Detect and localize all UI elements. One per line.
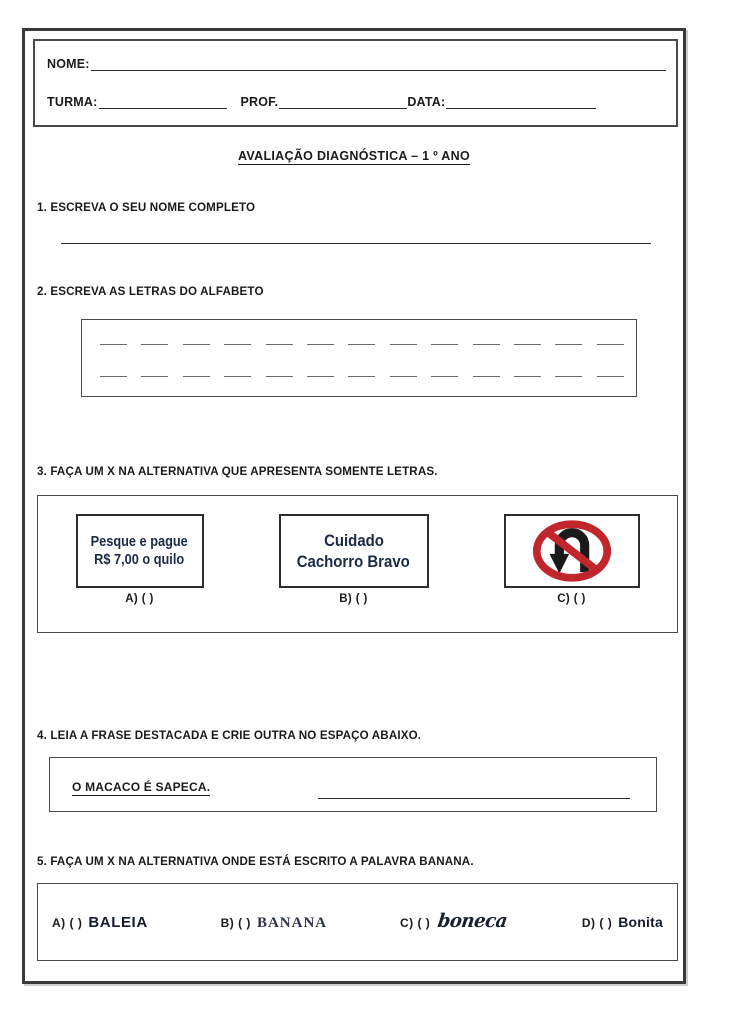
option-b-checkbox-label[interactable]: B) ( ) (339, 593, 368, 605)
alphabet-dash[interactable] (266, 344, 293, 345)
alphabet-dash[interactable] (307, 344, 334, 345)
question-2-alphabet-box[interactable] (81, 319, 637, 397)
alphabet-dash[interactable] (473, 344, 500, 345)
question-1-answer-line[interactable] (61, 243, 651, 244)
alphabet-dash[interactable] (597, 376, 624, 377)
prof-input-line[interactable] (279, 95, 407, 109)
question-3-option-b[interactable] (279, 514, 429, 605)
question-5-options-box (37, 883, 678, 961)
question-4-highlighted-phrase: O MACACO É SAPECA. (72, 780, 211, 794)
turma-prof-data-row (47, 95, 666, 109)
question-5-option-c[interactable] (400, 910, 509, 932)
sign-line-1: Cuidado (323, 530, 384, 550)
question-3-options-box (37, 495, 678, 633)
sign-plate-fish-price (76, 514, 204, 588)
alphabet-dash-row-1 (100, 344, 624, 345)
question-5-option-row (52, 910, 663, 932)
turma-input-line[interactable] (99, 95, 227, 109)
page-title (25, 149, 683, 163)
alphabet-dash[interactable] (224, 376, 251, 377)
option-a-word: BALEIA (88, 914, 148, 931)
option-c-checkbox-label[interactable]: C) ( ) (399, 916, 431, 930)
option-a-checkbox-label[interactable]: A) ( ) (125, 593, 154, 605)
question-5-option-a[interactable] (52, 914, 148, 931)
alphabet-dash[interactable] (431, 376, 458, 377)
alphabet-dash[interactable] (514, 344, 541, 345)
data-label: DATA: (407, 95, 446, 109)
alphabet-dash[interactable] (266, 376, 293, 377)
prof-label: PROF. (240, 95, 279, 109)
page-title-text: AVALIAÇÃO DIAGNÓSTICA – 1 º ANO (238, 149, 470, 163)
no-u-turn-icon (529, 520, 615, 582)
question-1-prompt: 1. ESCREVA O SEU NOME COMPLETO (37, 201, 256, 214)
alphabet-dash[interactable] (473, 376, 500, 377)
sign-plate-beware-dog (279, 514, 429, 588)
question-2-prompt: 2. ESCREVA AS LETRAS DO ALFABETO (37, 285, 264, 298)
alphabet-dash[interactable] (348, 376, 375, 377)
alphabet-dash-row-2 (100, 376, 624, 377)
option-b-checkbox-label[interactable]: B) ( ) (220, 916, 251, 930)
alphabet-dash[interactable] (183, 376, 210, 377)
question-4-prompt: 4. LEIA A FRASE DESTACADA E CRIE OUTRA NO ESPAÇO ABAIXO. (37, 729, 422, 742)
question-4-box (49, 757, 657, 812)
option-d-word: Bonita (618, 914, 663, 930)
alphabet-dash[interactable] (390, 344, 417, 345)
alphabet-dash[interactable] (514, 376, 541, 377)
alphabet-dash[interactable] (431, 344, 458, 345)
alphabet-dash[interactable] (307, 376, 334, 377)
question-3-option-row (38, 514, 677, 605)
sign-line-2: Cachorro Bravo (296, 552, 411, 571)
option-a-checkbox-label[interactable]: A) ( ) (52, 916, 83, 930)
alphabet-dash[interactable] (141, 344, 168, 345)
alphabet-dash[interactable] (183, 344, 210, 345)
option-c-checkbox-label[interactable]: C) ( ) (557, 593, 586, 605)
alphabet-dash[interactable] (555, 376, 582, 377)
worksheet-content (25, 31, 683, 981)
turma-label: TURMA: (47, 95, 98, 109)
option-b-word: BANANA (256, 915, 328, 931)
question-5-prompt: 5. FAÇA UM X NA ALTERNATIVA ONDE ESTÁ ESCRITO A PALAVRA BANANA. (37, 855, 474, 868)
alphabet-dash[interactable] (100, 344, 127, 345)
question-3-prompt: 3. FAÇA UM X NA ALTERNATIVA QUE APRESENTA SOMENTE LETRAS. (37, 465, 438, 478)
data-input-line[interactable] (446, 95, 596, 109)
alphabet-dash[interactable] (224, 344, 251, 345)
alphabet-dash[interactable] (555, 344, 582, 345)
sign-line-1: Pesque e pague (90, 533, 189, 550)
question-3-option-c[interactable] (504, 514, 640, 605)
nome-label: NOME: (47, 57, 90, 71)
question-5-option-b[interactable] (221, 915, 328, 932)
alphabet-dash[interactable] (100, 376, 127, 377)
alphabet-dash[interactable] (141, 376, 168, 377)
question-3-option-a[interactable] (76, 514, 204, 605)
question-4-answer-line[interactable] (318, 798, 630, 799)
nome-input-line[interactable] (91, 57, 666, 71)
option-c-word: boneca (436, 910, 509, 932)
option-d-checkbox-label[interactable]: D) ( ) (581, 916, 613, 930)
alphabet-dash[interactable] (390, 376, 417, 377)
nome-row (47, 57, 666, 71)
alphabet-dash[interactable] (348, 344, 375, 345)
sign-line-2: R$ 7,00 o quilo (94, 552, 185, 568)
worksheet-page-frame (22, 28, 686, 984)
alphabet-dash[interactable] (597, 344, 624, 345)
identification-box (33, 39, 678, 127)
sign-plate-no-u-turn (504, 514, 640, 588)
question-5-option-d[interactable] (582, 914, 663, 930)
